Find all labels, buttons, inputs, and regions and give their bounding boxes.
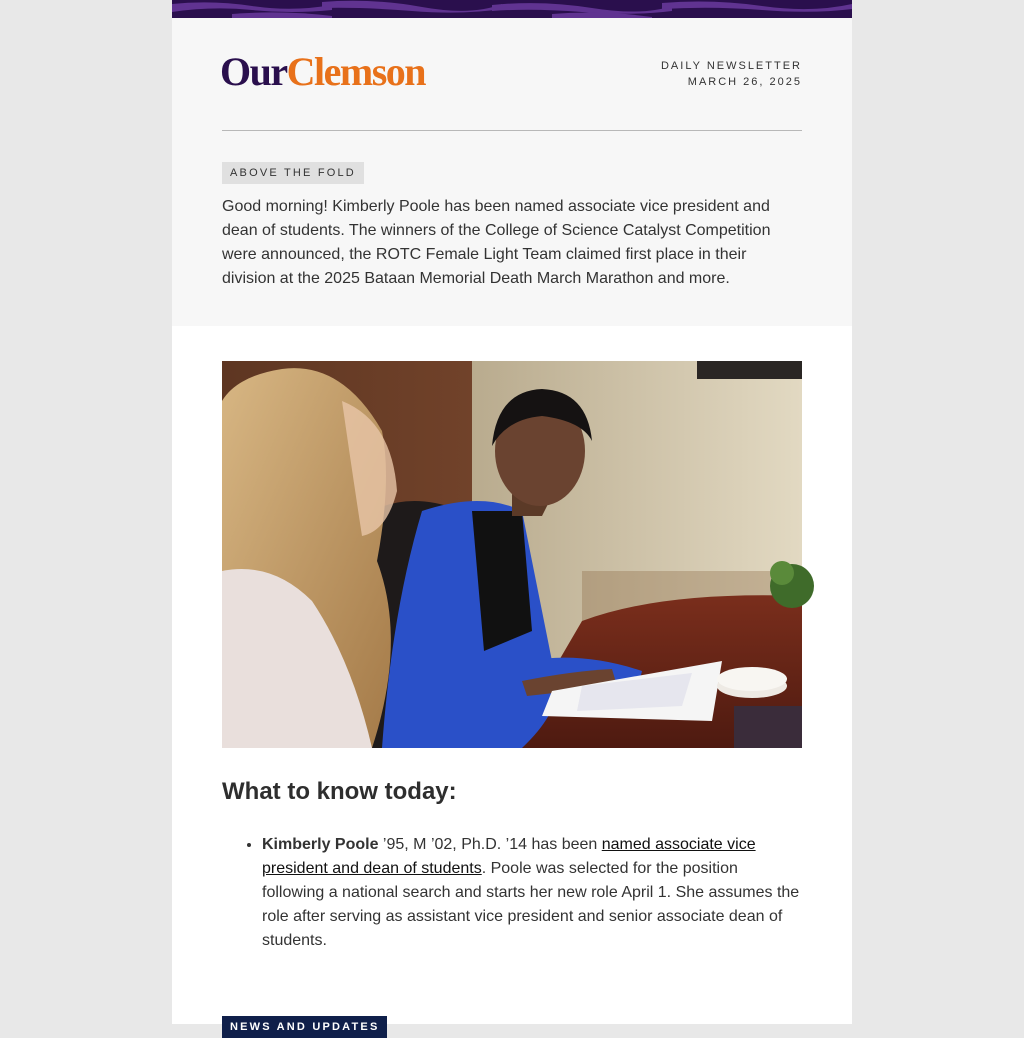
list-item [262, 833, 802, 953]
named-associate-vp-link[interactable]: named associate vice president and dean of students [262, 836, 756, 877]
ourclemson-logo[interactable] [220, 49, 426, 94]
news-and-updates-badge: NEWS AND UPDATES [222, 1016, 387, 1038]
bullet-name: Kimberly Poole [262, 836, 379, 853]
newsletter-meta [661, 58, 802, 90]
above-the-fold-badge: ABOVE THE FOLD [222, 162, 364, 184]
logo-clemson: Clemson [286, 49, 426, 94]
news-bullet-list [222, 833, 802, 953]
logo-our: Our [220, 49, 287, 94]
intro-paragraph: Good morning! Kimberly Poole has been named associate vice president and dean of students. The winners of the College of Science Catalyst Competition were announced, the ROTC Female Light Team claimed first place in their division at the 2025 Bataan Memorial Death March Marathon and more. [222, 198, 771, 287]
tiger-stripe-pattern [172, 0, 852, 18]
bullet-text-after: . Poole was selected for the position following a national search and starts her new role April 1. She assumes the role after serving as assistant vice president and senior associate dean of students. [262, 860, 800, 949]
purple-pattern-band [172, 0, 852, 18]
newsletter-header [172, 18, 852, 326]
newsletter-date: MARCH 26, 2025 [687, 76, 802, 88]
hero-photo-illustration [222, 361, 802, 748]
section-title: What to know today: [222, 778, 457, 805]
email-container [172, 0, 852, 1033]
newsletter-label: DAILY NEWSLETTER [660, 60, 802, 72]
header-divider [222, 130, 802, 131]
bullet-text-before: ’95, M ’02, Ph.D. ’14 has been [378, 836, 602, 853]
hero-image[interactable] [222, 361, 802, 748]
